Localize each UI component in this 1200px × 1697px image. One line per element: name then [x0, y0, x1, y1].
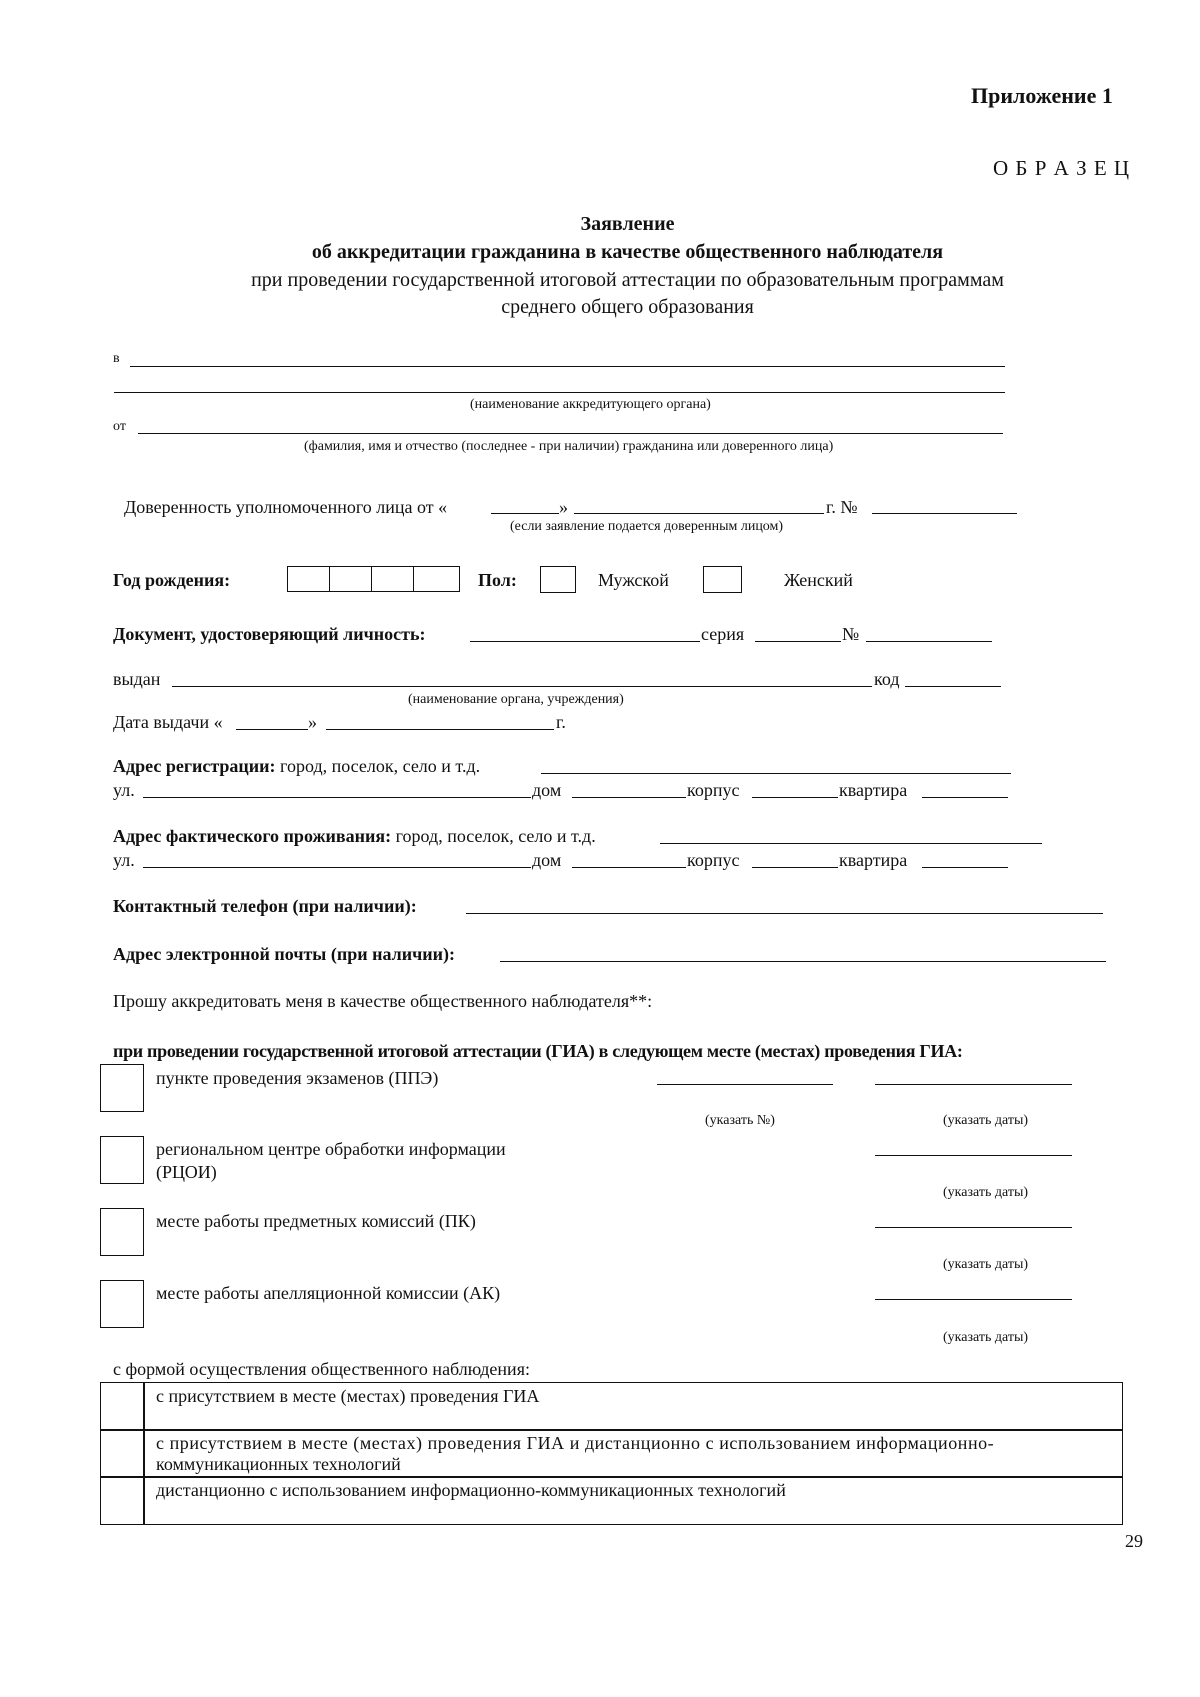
actual-apartment-line[interactable]	[922, 867, 1008, 868]
from-field-line[interactable]	[138, 433, 1003, 434]
place-ak-checkbox[interactable]	[100, 1280, 144, 1328]
issue-date-quote-close: »	[308, 712, 317, 732]
issue-date-day-line[interactable]	[236, 729, 308, 730]
ppe-dates-line[interactable]	[875, 1084, 1072, 1085]
appendix-label: Приложение 1	[971, 83, 1113, 108]
form-option-1-checkbox[interactable]	[100, 1382, 145, 1431]
form-option-1-label: с присутствием в месте (местах) проведения ГИА	[156, 1386, 540, 1406]
from-hint: (фамилия, имя и отчество (последнее - при наличии) гражданина или доверенного лица)	[304, 439, 834, 454]
reg-house-label: дом	[532, 780, 562, 800]
reg-address-label: Адрес регистрации: город, поселок, село и т.д.	[113, 756, 481, 776]
actual-house-line[interactable]	[572, 867, 686, 868]
reg-city-line[interactable]	[541, 773, 1011, 774]
reg-street-label: ул.	[113, 780, 135, 800]
form-section-heading: с формой осуществления общественного наблюдения:	[113, 1359, 530, 1379]
form-option-3-checkbox[interactable]	[100, 1476, 145, 1525]
poa-month-line[interactable]	[574, 513, 824, 514]
poa-quote-close: »	[559, 497, 568, 517]
to-field-line-2[interactable]	[114, 392, 1005, 393]
pk-dates-line[interactable]	[875, 1227, 1072, 1228]
ppe-number-line[interactable]	[657, 1084, 833, 1085]
form-option-2-checkbox[interactable]	[100, 1429, 145, 1478]
place-pk-label: месте работы предметных комиссий (ПК)	[156, 1211, 476, 1231]
issued-label: выдан	[113, 669, 161, 689]
gender-label: Пол:	[478, 570, 517, 590]
gia-heading: при проведении государственной итоговой аттестации (ГИА) в следующем месте (местах) проведения ГИА:	[113, 1041, 963, 1061]
issue-date-month-line[interactable]	[326, 729, 554, 730]
email-label: Адрес электронной почты (при наличии):	[113, 944, 455, 964]
place-rcoi-label-2: (РЦОИ)	[156, 1162, 217, 1182]
phone-line[interactable]	[466, 913, 1103, 914]
to-hint: (наименование аккредитующего органа)	[470, 397, 711, 412]
reg-building-line[interactable]	[752, 797, 838, 798]
birth-year-label: Год рождения:	[113, 570, 231, 590]
reg-street-line[interactable]	[143, 797, 531, 798]
id-number-label: №	[842, 624, 860, 644]
actual-street-label: ул.	[113, 850, 135, 870]
form-option-2-label-2: коммуникационных технологий	[156, 1454, 401, 1474]
request-intro: Прошу аккредитовать меня в качестве общественного наблюдателя**:	[113, 991, 653, 1011]
actual-building-line[interactable]	[752, 867, 838, 868]
ppe-dates-hint: (указать даты)	[943, 1113, 1029, 1128]
reg-house-line[interactable]	[572, 797, 686, 798]
reg-apartment-line[interactable]	[922, 797, 1008, 798]
issue-date-prefix: Дата выдачи «	[113, 712, 223, 732]
id-number-line[interactable]	[866, 641, 992, 642]
title-line-4: среднего общего образования	[501, 296, 754, 318]
issued-by-line[interactable]	[172, 686, 872, 687]
id-doc-label: Документ, удостоверяющий личность:	[113, 624, 426, 644]
form-option-1-cell	[143, 1382, 1123, 1431]
birth-year-digit-1[interactable]	[287, 566, 331, 592]
place-ak-label: месте работы апелляционной комиссии (АК)	[156, 1283, 501, 1303]
gender-male-checkbox[interactable]	[540, 566, 576, 593]
place-pk-checkbox[interactable]	[100, 1208, 144, 1256]
actual-city-line[interactable]	[660, 843, 1042, 844]
ppe-number-hint: (указать №)	[705, 1113, 775, 1128]
gender-female-checkbox[interactable]	[703, 566, 742, 593]
poa-day-line[interactable]	[491, 513, 559, 514]
email-line[interactable]	[500, 961, 1106, 962]
rcoi-dates-hint: (указать даты)	[943, 1185, 1029, 1200]
ak-dates-hint: (указать даты)	[943, 1330, 1029, 1345]
form-option-3-cell	[143, 1476, 1123, 1525]
code-line[interactable]	[905, 686, 1001, 687]
poa-number-line[interactable]	[872, 513, 1017, 514]
title-line-2: об аккредитации гражданина в качестве общественного наблюдателя	[311, 241, 944, 263]
title-line-3: при проведении государственной итоговой аттестации по образовательным программам	[251, 269, 1004, 291]
gender-male-label: Мужской	[598, 570, 669, 590]
birth-year-digit-3[interactable]	[371, 566, 415, 592]
place-rcoi-checkbox[interactable]	[100, 1136, 144, 1184]
sample-label: О Б Р А З Е Ц	[993, 156, 1131, 180]
birth-year-digit-4[interactable]	[413, 566, 460, 592]
ak-dates-line[interactable]	[875, 1299, 1072, 1300]
title-line-1: Заявление	[580, 213, 675, 235]
place-ppe-label: пункте проведения экзаменов (ППЭ)	[156, 1068, 439, 1088]
issued-hint: (наименование органа, учреждения)	[408, 692, 624, 707]
poa-year-no: г. №	[826, 497, 858, 517]
actual-house-label: дом	[532, 850, 562, 870]
form-option-3-label: дистанционно с использованием информационно-коммуникационных технологий	[156, 1480, 786, 1500]
reg-apartment-label: квартира	[839, 780, 908, 800]
id-doc-type-line[interactable]	[470, 641, 700, 642]
id-series-line[interactable]	[755, 641, 841, 642]
place-rcoi-label-1: региональном центре обработки информации	[156, 1139, 506, 1159]
actual-street-line[interactable]	[143, 867, 531, 868]
pk-dates-hint: (указать даты)	[943, 1257, 1029, 1272]
actual-apartment-label: квартира	[839, 850, 908, 870]
poa-hint: (если заявление подается доверенным лицом)	[510, 519, 784, 534]
place-ppe-checkbox[interactable]	[100, 1064, 144, 1112]
id-series-label: серия	[701, 624, 745, 644]
page-number: 29	[1125, 1531, 1143, 1551]
to-prefix: в	[113, 351, 120, 366]
actual-address-label: Адрес фактического проживания: город, поселок, село и т.д.	[113, 826, 596, 846]
gender-female-label: Женский	[784, 570, 853, 590]
issue-date-year: г.	[556, 712, 566, 732]
birth-year-digit-2[interactable]	[329, 566, 373, 592]
reg-building-label: корпус	[687, 780, 740, 800]
rcoi-dates-line[interactable]	[875, 1155, 1072, 1156]
code-label: код	[874, 669, 900, 689]
poa-prefix: Доверенность уполномоченного лица от «	[124, 497, 448, 517]
from-prefix: от	[113, 419, 126, 434]
form-option-2-label-1: с присутствием в месте (местах) проведения ГИА и дистанционно с использованием информационно-	[156, 1433, 995, 1453]
to-field-line-1[interactable]	[130, 366, 1005, 367]
actual-building-label: корпус	[687, 850, 740, 870]
phone-label: Контактный телефон (при наличии):	[113, 896, 417, 916]
form-option-2-cell	[143, 1429, 1123, 1478]
